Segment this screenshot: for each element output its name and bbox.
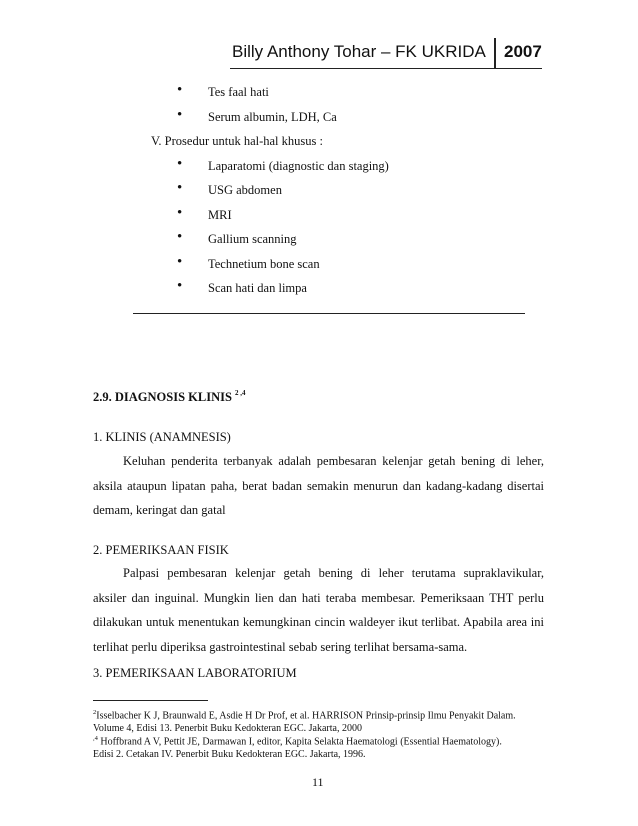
footnote-line: Hoffbrand A V, Pettit JE, Darmawan I, editor, Kapita Selakta Haematologi (Essential Haematology).: [97, 736, 502, 748]
page-number: 11: [312, 775, 324, 789]
bullet-icon: •: [177, 107, 183, 123]
list-item-text: MRI: [208, 208, 232, 222]
section-title: 2.9. DIAGNOSIS KLINIS: [93, 390, 232, 404]
paragraph-line: Keluhan penderita terbanyak adalah pembesaran kelenjar getah bening di leher,: [123, 454, 544, 468]
section-reference-marks: 2 ,4: [234, 389, 246, 397]
footnote-mark: 2: [93, 709, 97, 716]
section-heading: [93, 389, 245, 405]
running-header-title: Billy Anthony Tohar – FK UKRIDA: [232, 42, 486, 61]
horizontal-rule: [133, 313, 525, 314]
bullet-icon: •: [177, 180, 183, 196]
bullet-icon: •: [177, 82, 183, 98]
paragraph-line: aksiler dan inguinal. Mungkin lien dan hati teraba membesar. Pemeriksaan THT perlu: [93, 590, 544, 605]
list-item-text: Gallium scanning: [208, 232, 297, 246]
list-item-text: USG abdomen: [208, 183, 282, 197]
footnote-separator: [93, 700, 208, 701]
footnote-line: Edisi 2. Cetakan IV. Penerbit Buku Kedokteran EGC. Jakarta, 1996.: [93, 749, 366, 761]
section-v-heading: V. Prosedur untuk hal-hal khusus :: [151, 134, 323, 148]
footnote: [93, 706, 516, 735]
klinis-heading: 1. KLINIS (ANAMNESIS): [93, 430, 231, 444]
paragraph-line: dilakukan untuk menentukan kemungkinan cincin waldeyer ikut terlibat. Apabila area ini: [93, 615, 544, 629]
bullet-icon: •: [177, 254, 183, 270]
list-item-text: Tes faal hati: [208, 85, 269, 99]
bullet-icon: •: [177, 278, 183, 294]
fisik-paragraph: [93, 561, 544, 659]
header-underline: [230, 68, 542, 69]
bullet-icon: •: [177, 205, 183, 221]
klinis-paragraph: [93, 449, 544, 523]
lab-heading: 3. PEMERIKSAAN LABORATORIUM: [93, 666, 297, 680]
list-item-text: Serum albumin, LDH, Ca: [208, 110, 337, 124]
footnote-line: Volume 4, Edisi 13. Penerbit Buku Kedokteran EGC. Jakarta, 2000: [93, 723, 362, 735]
paragraph-line: terlihat perlu diperiksa gastrointestinal sebab sering terlihat bersama-sama.: [93, 639, 468, 654]
list-item-text: Laparatomi (diagnostic dan staging): [208, 159, 389, 173]
fisik-heading: 2. PEMERIKSAAN FISIK: [93, 543, 229, 557]
bullet-icon: •: [177, 229, 183, 245]
paragraph-line: aksila ataupun lipatan paha, berat badan semakin menurun dan kadang-kadang disertai: [93, 478, 544, 493]
header-separator: [494, 38, 496, 68]
paragraph-line: demam, keringat dan gatal: [93, 503, 226, 517]
list-item-text: Technetium bone scan: [208, 257, 320, 271]
bullet-icon: •: [177, 156, 183, 172]
running-header-year: 2007: [504, 42, 542, 61]
paragraph-line: Palpasi pembesaran kelenjar getah bening di leher terutama supraklavikular,: [123, 566, 544, 580]
list-item-text: Scan hati dan limpa: [208, 281, 307, 295]
footnote-mark: ,4: [93, 735, 98, 742]
footnote: [93, 732, 502, 761]
footnote-line: Isselbacher K J, Braunwald E, Asdie H Dr Prof, et al. HARRISON Prinsip-prinsip Ilmu Penyakit Dalam.: [96, 710, 516, 722]
